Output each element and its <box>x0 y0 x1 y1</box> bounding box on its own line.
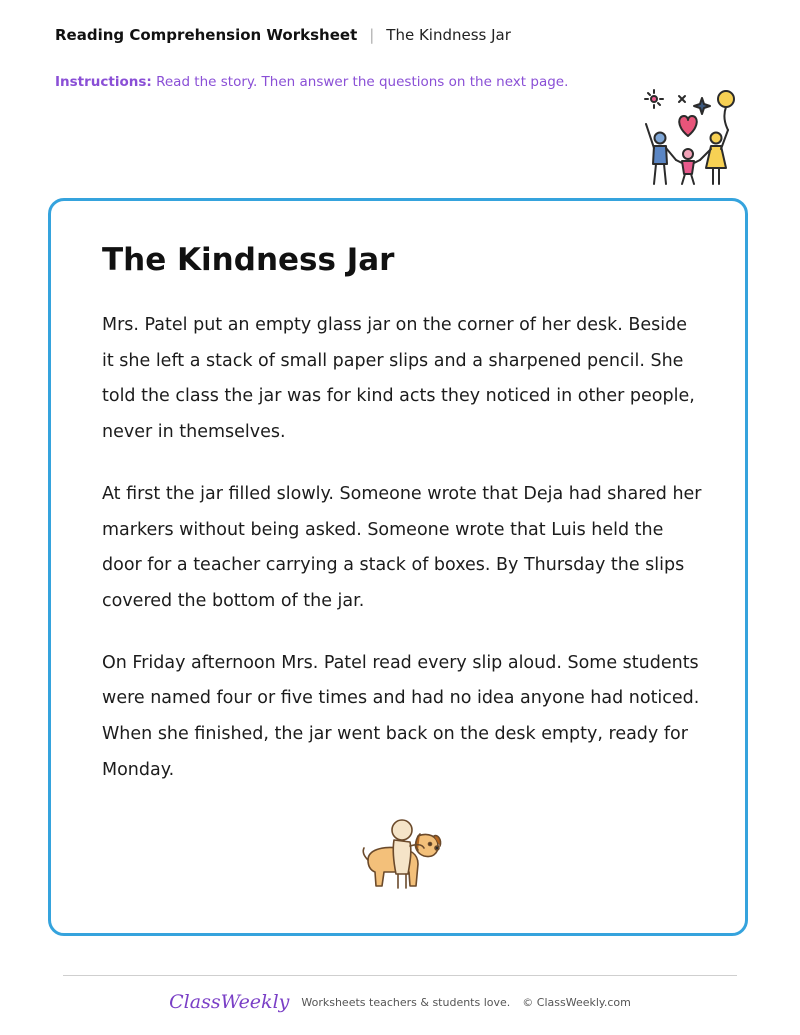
worksheet-header <box>55 26 511 44</box>
story-paragraph: Mrs. Patel put an empty glass jar on the corner of her desk. Beside it she left a stack of small paper slips and a sharpened pencil. She told the class the jar was for kind acts they noticed in other people, never in themselves. <box>102 315 695 443</box>
footer <box>0 988 800 1016</box>
family-celebration-icon <box>632 86 744 190</box>
header-separator: | <box>369 26 375 44</box>
footer-tagline: Worksheets teachers & students love. <box>301 995 511 1009</box>
worksheet-title: Reading Comprehension Worksheet <box>55 26 358 44</box>
instructions-label: Instructions: <box>55 74 152 90</box>
story-paragraph: On Friday afternoon Mrs. Patel read every slip aloud. Some students were named four or five times and had no idea anyone had noticed. When she finished, the jar went back on the desk empty, ready for Monday. <box>102 652 700 780</box>
story-paragraph: At first the jar filled slowly. Someone wrote that Deja had shared her markers without being asked. Someone wrote that Luis held the door for a teacher carrying a stack of boxes. By Thursday the slips covered the bottom of the jar. <box>102 483 702 611</box>
footer-copyright: © ClassWeekly.com <box>522 995 631 1009</box>
story-body <box>102 308 702 814</box>
child-hugging-dog-icon <box>358 816 444 892</box>
story-title: The Kindness Jar <box>102 242 395 278</box>
instructions-text: Read the story. Then answer the questions on the next page. <box>151 74 569 90</box>
brand-logo: ClassWeekly <box>169 991 290 1013</box>
instructions <box>55 74 568 90</box>
footer-divider <box>63 975 737 976</box>
header-story-title: The Kindness Jar <box>386 26 511 44</box>
